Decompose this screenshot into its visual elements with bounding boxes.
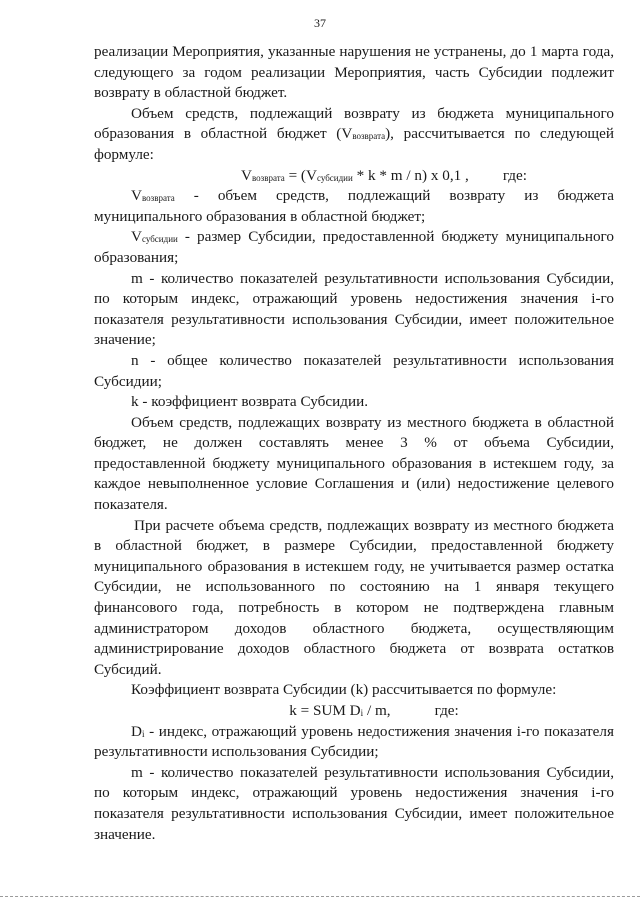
formula-k: [94, 701, 614, 722]
formula-symbol: V: [131, 228, 142, 246]
definition-v-return: [94, 186, 614, 227]
definition-di: [94, 722, 614, 763]
subscript: субсидии: [141, 234, 178, 245]
subscript: возврата: [141, 193, 175, 204]
paragraph-2-text-b: ), рассчитывается по следующей формуле:: [94, 125, 614, 163]
subscript: субсидии: [316, 172, 353, 183]
paragraph-1: реализации Мероприятия, указанные нарушения не устранены, до 1 марта года, следующего за годом реализации Мероприятия, часть Субсидии подлежит возврату в областной бюджет.: [94, 43, 614, 102]
paragraph-5: Коэффициент возврата Субсидии (k) рассчитывается по формуле:: [131, 681, 557, 699]
paragraph-2-text-a: Объем средств, подлежащий возврату из бюджета муниципального образования в областной бюджет (V: [94, 104, 614, 143]
formula-part: = (V: [284, 166, 317, 184]
document-body: [94, 42, 614, 845]
definition-m-2: m - количество показателей результативности использования Субсидии, по которым индекс, отражающий уровень недостижения значения i-го показателя результативности использования Субсидии, имеет положительное значение.: [94, 763, 614, 843]
definition-text: - размер Субсидии, предоставленной бюджету муниципального образования;: [94, 228, 614, 266]
subscript: возврата: [251, 172, 285, 183]
formula-part: k = SUM D: [289, 702, 361, 719]
page-bottom-rule: [0, 896, 640, 897]
subscript: i: [141, 728, 145, 739]
definition-m: m - количество показателей результативности использования Субсидии, по которым индекс, отражающий уровень недостижения значения i-го показателя результативности использования Субсидии, имеет положительное значение;: [94, 269, 614, 349]
formula-part: / m,: [363, 702, 391, 719]
formula-where: где:: [434, 702, 459, 719]
definition-n: n - общее количество показателей результативности использования Субсидии;: [94, 351, 614, 390]
definition-v-subsidy: [94, 227, 614, 268]
page-number: 37: [314, 16, 326, 30]
subscript: i: [360, 708, 364, 718]
formula-where: где:: [502, 166, 527, 184]
formula-symbol: V: [241, 166, 252, 184]
paragraph-2: [94, 104, 614, 166]
formula-symbol: V: [131, 187, 142, 205]
definition-text: - индекс, отражающий уровень недостижения значения i-го показателя результативности использования Субсидии;: [94, 722, 614, 761]
formula-v-return: [94, 166, 614, 187]
definition-k: k - коэффициент возврата Субсидии.: [131, 393, 368, 411]
formula-part: * k * m / n) x 0,1 ,: [352, 166, 469, 184]
definition-text: - объем средств, подлежащий возврату из бюджета муниципального образования в областной бюджет;: [94, 187, 614, 225]
formula-symbol: D: [131, 722, 142, 740]
paragraph-4: При расчете объема средств, подлежащих возврату из местного бюджета в областной бюджет, в размере Субсидии, предоставленной бюджету муниципального образования в истекшем году, не учитывается размер остатка Субсидии, не использованного по состоянию на 1 января текущего финансового года, потребность в котором не подтверждена главным администратором доходов областного бюджета, осуществляющим администрирование доходов областного бюджета от возврата остатков Субсидий.: [94, 516, 614, 678]
paragraph-3: Объем средств, подлежащих возврату из местного бюджета в областной бюджет, не должен составлять менее 3 % от объема Субсидии, предоставленной бюджету муниципального образования в истекшем году, за каждое невыполненное условие Соглашения и (или) недостижение целевого показателя.: [94, 413, 614, 514]
subscript: возврата: [352, 131, 386, 142]
